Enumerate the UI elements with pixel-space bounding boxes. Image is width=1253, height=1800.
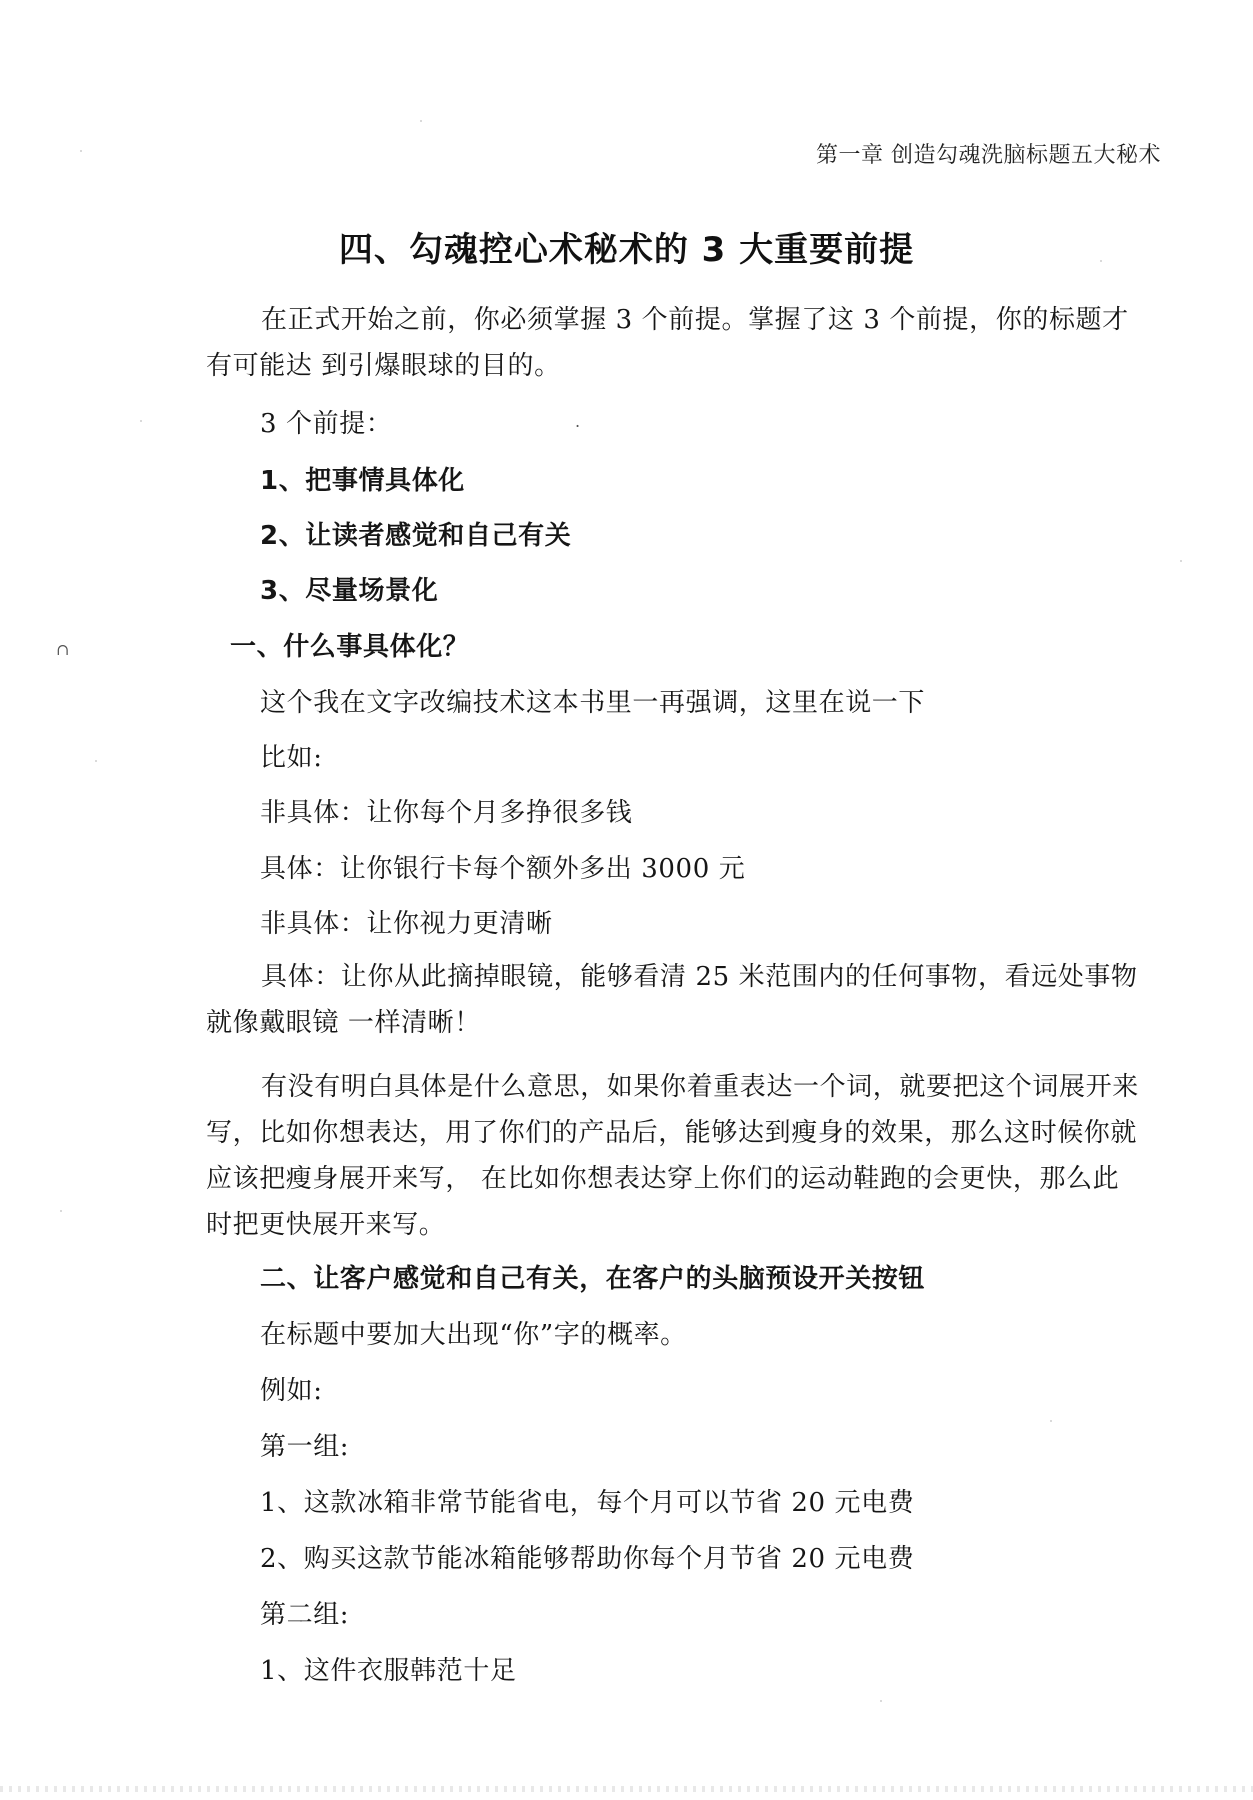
scan-speck: [140, 420, 142, 422]
premise-item: 1、把事情具体化: [260, 466, 465, 496]
explanation-paragraph: 有没有明白具体是什么意思，如果你着重表达一个词，就要把这个词展开来写，比如你想表达，用了你们的产品后，能够达到瘦身的效果，那么这时候你就应该把瘦身展开来写， 在比如你想表达穿上你们的运动鞋跑的会更快，那么此时把更快展开来写。: [206, 1072, 1139, 1240]
section2-line: 在标题中要加大出现“你”字的概率。: [260, 1320, 687, 1350]
section1-line: 非具体：让你每个月多挣很多钱: [260, 798, 633, 828]
premise-item: 2、让读者感觉和自己有关: [260, 521, 572, 551]
scan-speck: [420, 120, 422, 122]
scan-edge-noise: [0, 1786, 1253, 1792]
scan-speck: [60, 1210, 62, 1212]
page-title: 四、勾魂控心术秘术的 3 大重要前提: [338, 230, 915, 270]
scan-speck: [80, 150, 82, 152]
section2-line: 1、这件衣服韩范十足: [260, 1656, 517, 1686]
premise-item: 3、尽量场景化: [260, 576, 439, 606]
premises-heading: 3 个前提：: [260, 409, 393, 439]
scan-speck: [880, 1700, 882, 1702]
section1-line: 具体：让你银行卡每个额外多出 3000 元: [260, 854, 746, 884]
section1-line: 非具体：让你视力更清晰: [260, 909, 553, 939]
section2-line: 1、这款冰箱非常节能省电，每个月可以节省 20 元电费: [260, 1488, 915, 1518]
margin-mark: ∩: [56, 640, 70, 659]
section2-line: 例如:: [260, 1376, 323, 1406]
intro-paragraph: 在正式开始之前，你必须掌握 3 个前提。掌握了这 3 个前提，你的标题才有可能达 到引爆眼球的目的。: [206, 305, 1129, 381]
section2-line: 2、购买这款节能冰箱能够帮助你每个月节省 20 元电费: [260, 1544, 915, 1574]
scan-speck: [95, 760, 97, 762]
scan-speck: [1180, 560, 1182, 562]
section2-line: 第二组:: [260, 1600, 350, 1630]
stray-dot-mark: .: [575, 412, 581, 431]
section1-line: 比如:: [260, 743, 323, 773]
scan-speck: [1050, 1420, 1052, 1422]
section2-heading: 二、让客户感觉和自己有关，在客户的头脑预设开关按钮: [260, 1264, 926, 1294]
section1-heading: 一、什么事具体化？: [230, 632, 470, 662]
chapter-header: 第一章 创造勾魂洗脑标题五大秘术: [816, 143, 1161, 168]
section1-line: 这个我在文字改编技术这本书里一再强调，这里在说一下: [260, 688, 926, 718]
concrete-example-paragraph: 具体：让你从此摘掉眼镜，能够看清 25 米范围内的任何事物，看远处事物就像戴眼镜 一样清晰！: [206, 962, 1138, 1038]
section2-line: 第一组:: [260, 1432, 350, 1462]
